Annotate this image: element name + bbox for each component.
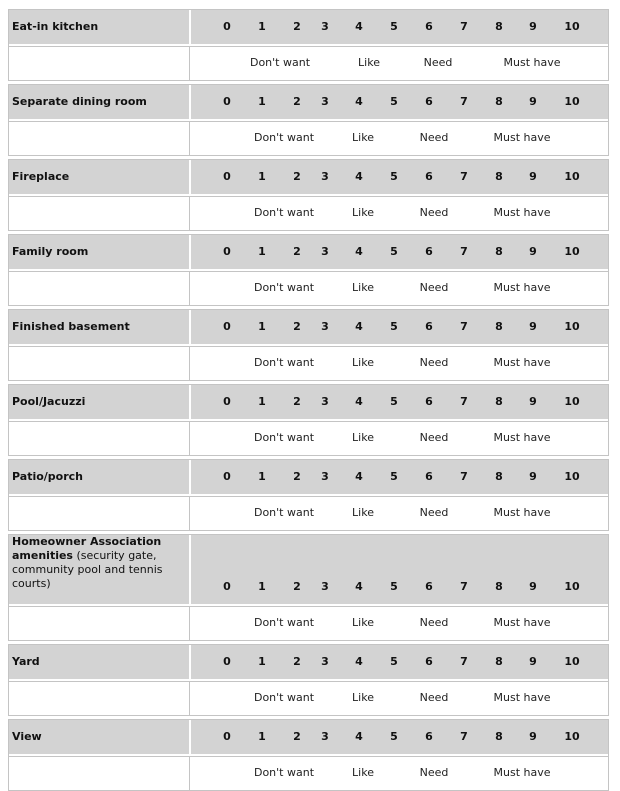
rating-option[interactable]: 10 (564, 95, 580, 108)
empty-cell (9, 196, 190, 230)
scale-legend-row (9, 604, 608, 640)
feature-row (9, 160, 608, 194)
rating-option[interactable]: 3 (321, 470, 329, 483)
empty-cell (9, 121, 190, 155)
feature-label (12, 320, 177, 334)
rating-option[interactable]: 2 (293, 730, 301, 743)
rating-option[interactable]: 7 (460, 730, 468, 743)
rating-option[interactable]: 1 (258, 95, 266, 108)
rating-option[interactable]: 0 (223, 20, 231, 33)
scale-label: Need (419, 431, 449, 444)
scale-label: Don't want (249, 56, 311, 69)
rating-option[interactable]: 5 (390, 395, 398, 408)
feature-title: Fireplace (12, 170, 70, 183)
rating-option[interactable]: 6 (425, 245, 433, 258)
rating-option[interactable]: 0 (223, 580, 231, 593)
rating-option[interactable]: 1 (258, 20, 266, 33)
scale-label: Need (419, 766, 449, 779)
feature-title: Homeowner Association amenities (12, 535, 162, 562)
feature-block (8, 459, 609, 531)
rating-option[interactable]: 0 (223, 320, 231, 333)
rating-option[interactable]: 9 (529, 730, 537, 743)
rating-option[interactable]: 0 (223, 730, 231, 743)
rating-option[interactable]: 7 (460, 170, 468, 183)
rating-option[interactable]: 7 (460, 395, 468, 408)
rating-option[interactable]: 10 (564, 470, 580, 483)
scale-label: Don't want (253, 131, 315, 144)
rating-option[interactable]: 8 (495, 655, 503, 668)
feature-title: Separate dining room (12, 95, 147, 108)
rating-option[interactable]: 3 (321, 320, 329, 333)
feature-block (8, 234, 609, 306)
rating-option[interactable]: 2 (293, 95, 301, 108)
scale-label: Must have (493, 281, 551, 294)
scale-label: Need (423, 56, 453, 69)
feature-row (9, 645, 608, 679)
rating-option[interactable]: 1 (258, 245, 266, 258)
rating-option[interactable]: 1 (258, 395, 266, 408)
feature-block (8, 84, 609, 156)
rating-option[interactable]: 0 (223, 95, 231, 108)
rating-option[interactable]: 3 (321, 170, 329, 183)
rating-option[interactable]: 5 (390, 95, 398, 108)
feature-row (9, 460, 608, 494)
feature-label (12, 470, 177, 484)
scale-label: Must have (493, 356, 551, 369)
feature-row (9, 720, 608, 754)
rating-option[interactable]: 8 (495, 395, 503, 408)
rating-option[interactable]: 7 (460, 245, 468, 258)
rating-option[interactable]: 10 (564, 245, 580, 258)
scale-label: Must have (493, 131, 551, 144)
scale-label: Don't want (253, 206, 315, 219)
scale-legend-row (9, 119, 608, 155)
scale-legend-row (9, 269, 608, 305)
scale-label: Don't want (253, 506, 315, 519)
feature-label (12, 95, 177, 109)
rating-option[interactable]: 2 (293, 470, 301, 483)
rating-option[interactable]: 0 (223, 655, 231, 668)
rating-option[interactable]: 3 (321, 245, 329, 258)
feature-row (9, 310, 608, 344)
rating-option[interactable]: 9 (529, 170, 537, 183)
rating-option[interactable]: 4 (355, 655, 363, 668)
rating-option[interactable]: 10 (564, 170, 580, 183)
scale-label: Must have (503, 56, 561, 69)
feature-row (9, 85, 608, 119)
rating-option[interactable]: 2 (293, 395, 301, 408)
rating-option[interactable]: 10 (564, 580, 580, 593)
rating-option[interactable]: 6 (425, 730, 433, 743)
rating-option[interactable]: 4 (355, 95, 363, 108)
feature-row (9, 385, 608, 419)
rating-option[interactable]: 5 (390, 580, 398, 593)
feature-title: Eat-in kitchen (12, 20, 99, 33)
rating-option[interactable]: 5 (390, 320, 398, 333)
rating-option[interactable]: 10 (564, 320, 580, 333)
rating-option[interactable]: 1 (258, 170, 266, 183)
rating-option[interactable]: 1 (258, 730, 266, 743)
rating-option[interactable]: 2 (293, 580, 301, 593)
rating-option[interactable]: 10 (564, 20, 580, 33)
rating-option[interactable]: 7 (460, 470, 468, 483)
rating-option[interactable]: 4 (355, 580, 363, 593)
scale-label: Must have (493, 766, 551, 779)
rating-option[interactable]: 6 (425, 95, 433, 108)
empty-cell (9, 496, 190, 530)
feature-block (8, 309, 609, 381)
scale-label: Like (352, 281, 374, 294)
rating-option[interactable]: 3 (321, 655, 329, 668)
rating-option[interactable]: 1 (258, 320, 266, 333)
feature-title: Pool/Jacuzzi (12, 395, 86, 408)
feature-title: Patio/porch (12, 470, 84, 483)
rating-option[interactable]: 9 (529, 655, 537, 668)
scale-label: Must have (493, 616, 551, 629)
rating-option[interactable]: 9 (529, 95, 537, 108)
scale-legend-row (9, 194, 608, 230)
rating-option[interactable]: 6 (425, 320, 433, 333)
scale-label: Like (352, 616, 374, 629)
rating-option[interactable]: 8 (495, 95, 503, 108)
rating-option[interactable]: 5 (390, 730, 398, 743)
empty-cell (9, 421, 190, 455)
scale-label: Need (419, 206, 449, 219)
rating-option[interactable]: 7 (460, 95, 468, 108)
rating-option[interactable]: 9 (529, 20, 537, 33)
rating-option[interactable]: 6 (425, 170, 433, 183)
rating-option[interactable]: 0 (223, 245, 231, 258)
rating-option[interactable]: 4 (355, 395, 363, 408)
scale-label: Like (352, 506, 374, 519)
scale-label: Need (419, 131, 449, 144)
feature-block (8, 384, 609, 456)
scale-label: Don't want (253, 766, 315, 779)
feature-title: Finished basement (12, 320, 130, 333)
rating-option[interactable]: 3 (321, 395, 329, 408)
rating-option[interactable]: 7 (460, 655, 468, 668)
scale-label: Like (352, 431, 374, 444)
rating-option[interactable]: 8 (495, 580, 503, 593)
empty-cell (9, 606, 190, 640)
rating-option[interactable]: 4 (355, 20, 363, 33)
feature-row (9, 10, 608, 44)
empty-cell (9, 271, 190, 305)
rating-option[interactable]: 0 (223, 395, 231, 408)
scale-label: Must have (493, 431, 551, 444)
scale-legend-row (9, 754, 608, 790)
empty-cell (9, 346, 190, 380)
scale-label: Like (352, 131, 374, 144)
scale-label: Need (419, 506, 449, 519)
rating-option[interactable]: 8 (495, 20, 503, 33)
rating-option[interactable]: 6 (425, 655, 433, 668)
rating-option[interactable]: 3 (321, 95, 329, 108)
rating-option[interactable]: 5 (390, 20, 398, 33)
rating-option[interactable]: 2 (293, 320, 301, 333)
scale-label: Need (419, 281, 449, 294)
feature-title: View (12, 730, 42, 743)
rating-option[interactable]: 6 (425, 470, 433, 483)
scale-label: Don't want (253, 616, 315, 629)
feature-label (12, 20, 177, 34)
feature-block (8, 159, 609, 231)
feature-title: Family room (12, 245, 89, 258)
scale-label: Like (358, 56, 380, 69)
rating-option[interactable]: 0 (223, 470, 231, 483)
feature-block (8, 644, 609, 716)
rating-option[interactable]: 9 (529, 320, 537, 333)
feature-row (9, 535, 608, 604)
empty-cell (9, 46, 190, 80)
scale-legend-row (9, 494, 608, 530)
rating-option[interactable]: 5 (390, 470, 398, 483)
feature-block (8, 534, 609, 641)
rating-option[interactable]: 7 (460, 20, 468, 33)
rating-option[interactable]: 5 (390, 655, 398, 668)
scale-label: Like (352, 691, 374, 704)
rating-option[interactable]: 6 (425, 395, 433, 408)
rating-option[interactable]: 4 (355, 320, 363, 333)
rating-option[interactable]: 0 (223, 170, 231, 183)
feature-block (8, 9, 609, 81)
rating-option[interactable]: 6 (425, 580, 433, 593)
rating-option[interactable]: 2 (293, 655, 301, 668)
rating-option[interactable]: 2 (293, 20, 301, 33)
preferences-table (8, 9, 609, 791)
rating-option[interactable]: 2 (293, 170, 301, 183)
scale-label: Must have (493, 206, 551, 219)
feature-row (9, 235, 608, 269)
feature-label (12, 535, 177, 591)
rating-option[interactable]: 9 (529, 395, 537, 408)
rating-option[interactable]: 10 (564, 655, 580, 668)
scale-label: Don't want (253, 356, 315, 369)
scale-label: Don't want (253, 281, 315, 294)
scale-label: Need (419, 356, 449, 369)
rating-option[interactable]: 4 (355, 170, 363, 183)
scale-label: Like (352, 766, 374, 779)
rating-option[interactable]: 8 (495, 170, 503, 183)
rating-option[interactable]: 3 (321, 580, 329, 593)
empty-cell (9, 756, 190, 790)
scale-legend-row (9, 344, 608, 380)
rating-option[interactable]: 7 (460, 580, 468, 593)
rating-option[interactable]: 1 (258, 655, 266, 668)
rating-option[interactable]: 8 (495, 320, 503, 333)
feature-title: Yard (12, 655, 40, 668)
feature-note: (security gate, community pool and tennis courts) (12, 549, 163, 590)
feature-label (12, 170, 177, 184)
rating-option[interactable]: 8 (495, 730, 503, 743)
scale-label: Need (419, 616, 449, 629)
rating-option[interactable]: 6 (425, 20, 433, 33)
scale-label: Like (352, 356, 374, 369)
scale-label: Must have (493, 506, 551, 519)
rating-option[interactable]: 9 (529, 470, 537, 483)
scale-label: Must have (493, 691, 551, 704)
rating-option[interactable]: 4 (355, 470, 363, 483)
scale-label: Don't want (253, 691, 315, 704)
feature-label (12, 655, 177, 669)
rating-option[interactable]: 4 (355, 245, 363, 258)
rating-option[interactable]: 2 (293, 245, 301, 258)
feature-block (8, 719, 609, 791)
rating-option[interactable]: 7 (460, 320, 468, 333)
scale-legend-row (9, 44, 608, 80)
rating-option[interactable]: 9 (529, 580, 537, 593)
empty-cell (9, 681, 190, 715)
scale-label: Don't want (253, 431, 315, 444)
rating-option[interactable]: 3 (321, 20, 329, 33)
scale-legend-row (9, 679, 608, 715)
rating-option[interactable]: 1 (258, 580, 266, 593)
rating-option[interactable]: 10 (564, 395, 580, 408)
scale-label: Need (419, 691, 449, 704)
scale-legend-row (9, 419, 608, 455)
rating-option[interactable]: 3 (321, 730, 329, 743)
rating-option[interactable]: 8 (495, 470, 503, 483)
rating-option[interactable]: 1 (258, 470, 266, 483)
rating-option[interactable]: 4 (355, 730, 363, 743)
rating-option[interactable]: 9 (529, 245, 537, 258)
rating-option[interactable]: 5 (390, 245, 398, 258)
rating-option[interactable]: 5 (390, 170, 398, 183)
feature-label (12, 245, 177, 259)
feature-label (12, 730, 177, 744)
scale-label: Like (352, 206, 374, 219)
rating-option[interactable]: 8 (495, 245, 503, 258)
feature-label (12, 395, 177, 409)
rating-option[interactable]: 10 (564, 730, 580, 743)
